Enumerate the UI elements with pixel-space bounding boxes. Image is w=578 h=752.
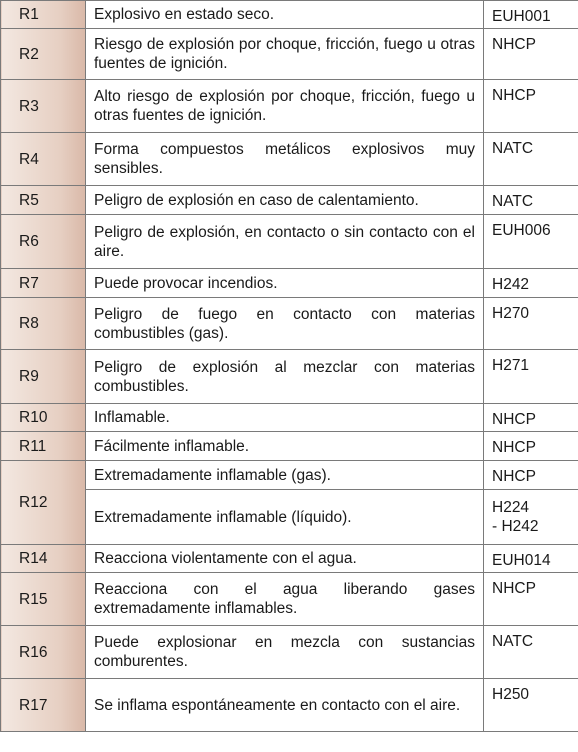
- risk-code-cell: R3: [1, 80, 86, 133]
- risk-description-cell: Puede explosionar en mezcla con sustancias comburentes.: [86, 626, 484, 679]
- risk-description-cell: Reacciona violentamente con el agua.: [86, 545, 484, 573]
- risk-code-cell: R11: [1, 432, 86, 461]
- risk-code-cell: R8: [1, 298, 86, 350]
- table-row: [1, 573, 578, 626]
- hazard-code-cell: [484, 215, 578, 269]
- table-row: [1, 186, 578, 215]
- hazard-code-text: NATC: [492, 633, 534, 650]
- risk-code-cell: R9: [1, 350, 86, 404]
- hazard-code-cell: [484, 404, 578, 432]
- hazard-code-text: EUH014: [492, 552, 551, 569]
- risk-code-cell: R16: [1, 626, 86, 679]
- risk-description-cell: Extremadamente inflamable (líquido).: [86, 490, 484, 545]
- hazard-code-text: NHCP: [492, 36, 536, 53]
- hazard-code-cell: [484, 133, 578, 186]
- hazard-code-cell: [484, 432, 578, 461]
- table-row: [1, 215, 578, 269]
- hazard-code-cell: [484, 350, 578, 404]
- table-row: [1, 133, 578, 186]
- risk-code-cell: R14: [1, 545, 86, 573]
- hazard-code-text: NHCP: [492, 411, 536, 428]
- risk-code-cell: R7: [1, 269, 86, 298]
- hazard-code-cell: [484, 186, 578, 215]
- hazard-code-cell: [484, 269, 578, 298]
- hazard-code-text: NHCP: [492, 580, 536, 597]
- hazard-code-cell: [484, 80, 578, 133]
- hazard-code-cell: [484, 461, 578, 490]
- risk-code-cell: R4: [1, 133, 86, 186]
- hazard-code-text: H270: [492, 305, 530, 322]
- risk-code-cell: R2: [1, 29, 86, 80]
- hazard-code-cell: [484, 29, 578, 80]
- risk-code-cell: R1: [1, 1, 86, 29]
- hazard-code-cell: [484, 545, 578, 573]
- hazard-code-text: EUH006: [492, 222, 551, 239]
- table-row: [1, 269, 578, 298]
- hazard-code-cell: [484, 490, 578, 545]
- hazard-code-cell: [484, 626, 578, 679]
- risk-description-cell: Puede provocar incendios.: [86, 269, 484, 298]
- table-row: [1, 432, 578, 461]
- hazard-code-text: NHCP: [492, 439, 536, 456]
- risk-description-cell: Forma compuestos metálicos explosivos muy sensibles.: [86, 133, 484, 186]
- risk-code-cell: R10: [1, 404, 86, 432]
- risk-description-cell: Riesgo de explosión por choque, fricción, fuego u otras fuentes de ignición.: [86, 29, 484, 80]
- risk-description-cell: Peligro de fuego en contacto con materias combustibles (gas).: [86, 298, 484, 350]
- hazard-code-cell: [484, 1, 578, 29]
- table-row: [1, 350, 578, 404]
- risk-description-cell: Peligro de explosión en caso de calentamiento.: [86, 186, 484, 215]
- table-row: [1, 545, 578, 573]
- risk-description-cell: Reacciona con el agua liberando gases extremadamente inflamables.: [86, 573, 484, 626]
- table-body: [1, 1, 578, 732]
- hazard-code-text: NHCP: [492, 87, 536, 104]
- hazard-code-text: NHCP: [492, 468, 536, 485]
- hazard-code-cell: [484, 573, 578, 626]
- hazard-code-cell: [484, 679, 578, 732]
- table-row: [1, 404, 578, 432]
- risk-code-cell: R6: [1, 215, 86, 269]
- table-row: [1, 626, 578, 679]
- table-row: [1, 461, 578, 490]
- hazard-code-text: NATC: [492, 140, 534, 157]
- table-row: [1, 1, 578, 29]
- risk-description-cell: Peligro de explosión, en contacto o sin contacto con el aire.: [86, 215, 484, 269]
- hazard-code-text: H242: [492, 276, 530, 293]
- hazard-code-text: H224 - H242: [492, 499, 539, 535]
- table-row: [1, 29, 578, 80]
- risk-description-cell: Se inflama espontáneamente en contacto con el aire.: [86, 679, 484, 732]
- risk-description-cell: Extremadamente inflamable (gas).: [86, 461, 484, 490]
- table-row: [1, 679, 578, 732]
- risk-description-cell: Alto riesgo de explosión por choque, fricción, fuego u otras fuentes de ignición.: [86, 80, 484, 133]
- risk-code-cell: R17: [1, 679, 86, 732]
- risk-code-cell: R5: [1, 186, 86, 215]
- hazard-code-text: NATC: [492, 193, 534, 210]
- hazard-code-text: H250: [492, 686, 530, 703]
- hazard-code-cell: [484, 298, 578, 350]
- table-row: [1, 298, 578, 350]
- risk-description-cell: Peligro de explosión al mezclar con materias combustibles.: [86, 350, 484, 404]
- table-row: [1, 490, 578, 545]
- risk-description-cell: Fácilmente inflamable.: [86, 432, 484, 461]
- risk-code-cell: R15: [1, 573, 86, 626]
- risk-code-cell: R12: [1, 461, 86, 545]
- table-row: [1, 80, 578, 133]
- hazard-code-text: EUH001: [492, 8, 551, 25]
- hazard-code-text: H271: [492, 357, 530, 374]
- risk-description-cell: Explosivo en estado seco.: [86, 1, 484, 29]
- risk-description-cell: Inflamable.: [86, 404, 484, 432]
